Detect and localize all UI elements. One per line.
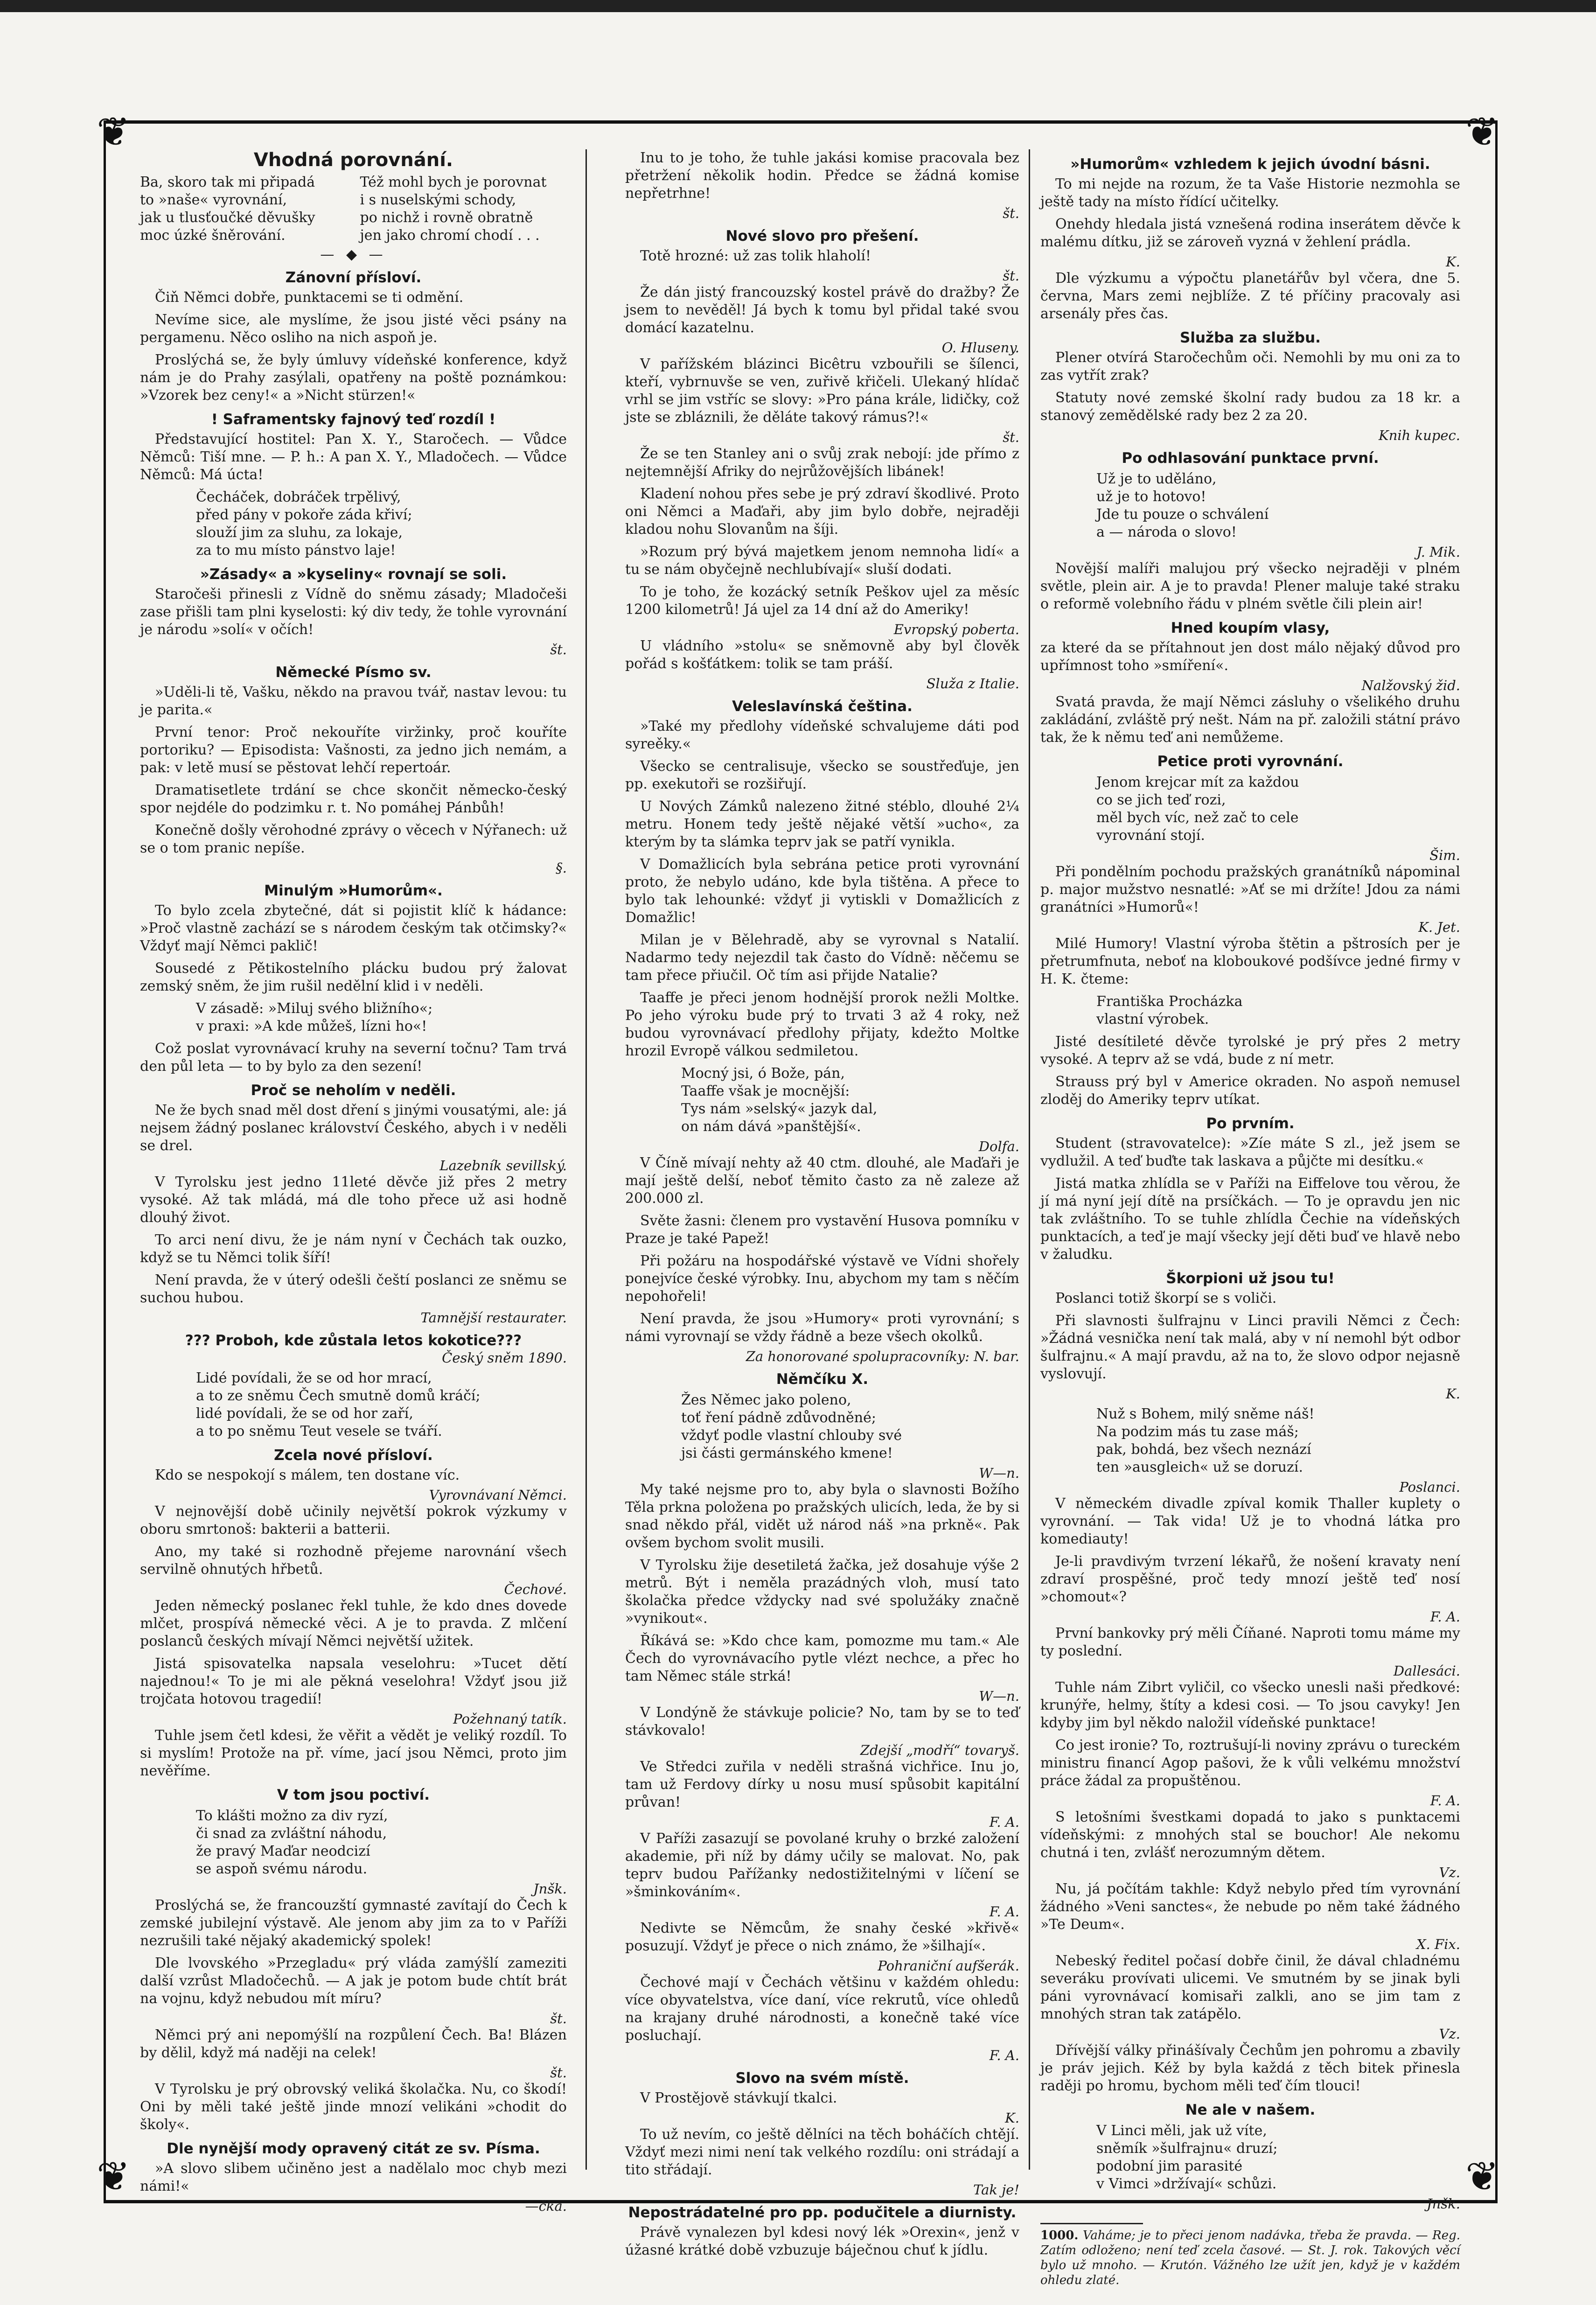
paragraph: Jeden německý poslanec řekl tuhle, že kdo dnes dovede mlčet, prospívá německé věci. A je to pravda. Z mlčení poslanců českých mívají Němci největší užitek.	[140, 1598, 567, 1649]
paragraph: »A slovo slibem učiněno jest a nadělalo moc chyb mezi námi!«	[140, 2160, 567, 2194]
verse-line: vlastní výrobek.	[1096, 1011, 1209, 1027]
verse-line: Už je to uděláno,	[1096, 471, 1217, 487]
signature: Služa z Italie.	[926, 676, 1019, 692]
verse-line: to »naše« vyrovnání,	[140, 192, 287, 208]
heading: Po prvním.	[1206, 1115, 1295, 1132]
heading: Služba za službu.	[1180, 329, 1321, 346]
paragraph: Jistá spisovatelka napsala veselohru: »Tucet dětí najednou!« To je mi ale pěkná veselohra! Vždyť jsou již trojčata hotovou tragedií!	[140, 1655, 567, 1707]
paragraph: »Rozum prý bývá majetkem jenom nemnoha lidí« a tu se nám obyčejně nechlubívají« sluší dodati.	[625, 544, 1019, 578]
verse-line: Jde tu pouze o schválení	[1096, 506, 1269, 523]
signature: Nalžovský žid.	[1361, 678, 1460, 693]
signature: W—n.	[979, 1465, 1019, 1481]
verse	[196, 1000, 567, 1035]
signature: Vyrovnávaní Němci.	[429, 1487, 567, 1503]
column-middle	[625, 149, 1019, 2258]
verse-line: Též mohl bych je porovnat	[360, 174, 547, 190]
heading: Ne ale v našem.	[1185, 2102, 1316, 2118]
footnote-number: 1000.	[1040, 2228, 1079, 2242]
verse	[1096, 1405, 1460, 1476]
paragraph: Nu, já počítám takhle: Když nebylo před tím vyrovnání žádného »Veni sanctes«, že nebude po něm také žádného »Te Deum«.	[1040, 1881, 1460, 1933]
heading: Německé Písmo sv.	[275, 664, 432, 681]
verse-line: Taaffe však je mocnější:	[681, 1083, 850, 1099]
paragraph: Dle lvovského »Przegladu« prý vláda zamýšlí zameziti další vzrůst Mladočechů. — A jak je potom bude chtít brát na vojnu, když nebudou mít míru?	[140, 1955, 567, 2007]
verse-line: vždyť podle vlastní chlouby své	[681, 1427, 902, 1444]
corner-ornament-icon: ❦	[1465, 2153, 1499, 2200]
signature: Tamnější restaurater.	[420, 1310, 567, 1326]
signature: Tak je!	[973, 2182, 1019, 2198]
paragraph: Co jest ironie? To, roztrušují-li noviny zprávu o tureckém ministru financí Agop pašovi, že k vůli velkému množství práce žádal za propuštěnou.	[1040, 1737, 1460, 1789]
signature: št.	[550, 642, 567, 657]
signature: X. Fix.	[1416, 1936, 1460, 1952]
verse-line: moc úzké šněrování.	[140, 227, 286, 244]
signature: F. A.	[989, 2047, 1019, 2063]
paragraph: Inu to je toho, že tuhle jakási komise pracovala bez přetržení několik hodin. Předce se žádná komise nepřetrhne!	[625, 150, 1019, 202]
signature: Za honorované spolupracovníky: N. bar.	[746, 1348, 1019, 1364]
signature: O. Hluseny.	[941, 340, 1019, 356]
heading: Němčíku X.	[776, 1371, 869, 1388]
verse	[1096, 993, 1460, 1028]
signature: F. A.	[1430, 1609, 1460, 1625]
verse-line: před pány v pokoře záda křiví;	[196, 507, 412, 523]
paragraph: Proslýchá se, že francouzští gymnasté zavítají do Čech k zemské jubilejní výstavě. Ale jenom aby jim za to v Paříži nezrušili také nějaký akademický spolek!	[140, 1897, 567, 1949]
verse-line: co se jich teď rozi,	[1096, 792, 1226, 808]
verse-line: Jenom krejcar mít za každou	[1096, 774, 1299, 790]
heading: Vhodná porovnání.	[253, 149, 453, 171]
paragraph: Dřívější války přinášívaly Čechům jen pohromu a zbavily je práv jejich. Kéž by byla každá z těch bitek přinesla raději po hromu, bychom měli teď čím tlouci!	[1040, 2042, 1460, 2094]
scan-edge	[0, 0, 1596, 12]
heading: Hned koupím vlasy,	[1171, 620, 1330, 636]
signature: Vz.	[1439, 2026, 1460, 2042]
paragraph: Nedivte se Němcům, že snahy české »křivě« posuzují. Vždyť je přece o nich známo, že »šilhají«.	[625, 1920, 1019, 1954]
paragraph: U Nových Zámků nalezeno žitné stéblo, dlouhé 2¼ metru. Honem tedy ještě nějaké větší »ucho«, za kterým by ta slámka teprv jak se patří vynikla.	[625, 798, 1019, 850]
heading: Zánovní přísloví.	[285, 269, 422, 286]
heading: Proč se neholím v neděli.	[251, 1082, 456, 1099]
verse-line: ten »ausgleich« už se doruzí.	[1096, 1459, 1303, 1475]
verse-line: Tys nám »selský« jazyk dal,	[681, 1101, 878, 1117]
verse	[681, 1065, 1019, 1136]
footnote	[1040, 2228, 1460, 2288]
signature: K.	[1446, 254, 1460, 270]
paragraph: Student (stravovatelce): »Zíe máte S zl., jež jsem se vydlužil. A teď buďte tak laskava a půjčte mi desítku.«	[1040, 1135, 1460, 1169]
column-rule	[585, 149, 587, 2170]
paragraph: To je toho, že kozácký setník Peškov ujel za měsíc 1200 kilometrů! Já ujel za 14 dní až do Ameriky!	[625, 584, 1019, 618]
paragraph: »Také my předlohy vídeňské schvalujeme dáti pod syreěky.«	[625, 718, 1019, 752]
verse-line: Nuž s Bohem, milý sněme náš!	[1096, 1406, 1315, 1422]
verse-line: toť ření pádně zdůvodněné;	[681, 1410, 876, 1426]
paragraph: Proslýchá se, že byly úmluvy vídeňské konference, když nám je do Prahy zasýlali, opatřeny na poště poznámkou: »Vzorek bez ceny!« a »Nicht stürzen!«	[140, 352, 567, 404]
signature: Knih kupec.	[1379, 427, 1460, 443]
verse-line: V Linci měli, jak už víte,	[1096, 2123, 1267, 2139]
signature: K.	[1446, 1386, 1460, 1402]
heading: Minulým »Humorům«.	[264, 882, 443, 899]
paragraph: Tuhle jsem četl kdesi, že věřit a vědět je veliký rozdíl. To si myslím! Protože na př. víme, jací jsou Němci, proto jim nevěříme.	[140, 1727, 567, 1779]
corner-ornament-icon: ❦	[96, 2153, 131, 2200]
paragraph: Staročeši přinesli z Vídně do sněmu zásady; Mladočeši zase přišli tam plni kyselosti: ký div tedy, že tohle vyrovnání je národu »solí« v očích!	[140, 586, 567, 638]
verse-line: slouží jim za sluhu, za lokaje,	[196, 524, 403, 541]
verse-line: v Vimci »držívají« schůzi.	[1096, 2176, 1277, 2192]
verse-line: po nichž i rovně obratně	[360, 210, 533, 226]
signature: Jnšk.	[1427, 2196, 1460, 2212]
signature: Dallesáci.	[1393, 1663, 1460, 1679]
verse-line: on nám dává »panštější«.	[681, 1118, 861, 1135]
signature: št.	[550, 2065, 567, 2081]
signature: Vz.	[1439, 1865, 1460, 1880]
signature: Evropský poberta.	[893, 622, 1019, 637]
poem-right	[360, 174, 567, 244]
poem-left	[140, 174, 347, 244]
paragraph: V pařížském blázinci Bicêtru vzbouřili se šílenci, kteří, vybrnuvše se ven, zuřivě křičeli. Ulekaný hlídač vrhl se jim vstříc se slovy: »Pro pána krále, lidičky, což jste se zbláznili, že děláte takový rámus?!«	[625, 356, 1019, 426]
paragraph: Milan je v Bělehradě, aby se vyrovnal s Natalií. Nadarmo tedy nejezdil tak často do Vídně: něčemu se tam přece přiučil. Oč tím asi přijde Natalie?	[625, 932, 1019, 984]
heading: Nové slovo pro přešení.	[725, 228, 919, 244]
verse-line: jsi části germánského kmene!	[681, 1445, 893, 1461]
paragraph: V Tyrolsku jest jedno 11leté děvče již přes 2 metry vysoké. Až tak mládá, má dle toho přece už asi hodně dlouhý život.	[140, 1174, 567, 1226]
paragraph: Totě hrozné: už zas tolik hlaholí!	[640, 248, 871, 264]
heading: ??? Proboh, kde zůstala letos kokotice???	[185, 1332, 522, 1349]
corner-ornament-icon: ❦	[1465, 109, 1499, 155]
paragraph: Není pravda, že jsou »Humory« proti vyrovnání; s námi vyrovnají se vždy řádně a beze všech okolků.	[625, 1311, 1019, 1345]
verse-line: za to mu místo pánstvo laje!	[196, 542, 396, 559]
verse	[196, 489, 567, 559]
footnote-rule	[1040, 2223, 1143, 2224]
signature: Pohraniční aufšerák.	[878, 1958, 1019, 1974]
verse-line: Žes Němec jako poleno,	[681, 1392, 851, 1408]
verse-line: měl bych víc, než zač to cele	[1096, 810, 1299, 826]
signature: Lazebník sevillský.	[439, 1158, 567, 1173]
heading: ! Saframentsky fajnový teď rozdíl !	[211, 411, 496, 428]
paragraph: V Paříži zasazují se povolané kruhy o brzké založení akademie, při níž by dámy učily se malovat. No, pak teprv budou Pařížanky nedostižitelnými v líčení se »šminkováním«.	[625, 1830, 1019, 1900]
paragraph: Novější malíři malujou prý všecko nejraději v plném světle, plein air. A je to pravda! Plener maluje také straku o reformě volebního řádu v plném světle čili plein air!	[1040, 560, 1460, 612]
verse-line: či snad za zvláštní náhodu,	[196, 1825, 387, 1842]
paragraph: S letošními švestkami dopadá to jako s punktacemi vídeňskými: z mnohých stal se bouchor! Ale nekomu chutná i ten, zvlášť nerozumným dětem.	[1040, 1809, 1460, 1861]
paragraph: V Tyrolsku žije desetiletá žačka, jež dosahuje výše 2 metrů. Být i neměla prazádných vloh, musí tato školačka předce vždycky nad své spolužáky značně »vynikout«.	[625, 1557, 1019, 1627]
paragraph: Milé Humory! Vlastní výroba štětin a pštrosích per je přetrumfnuta, neboť na kloboukové podšívce jedné firmy v H. K. čteme:	[1040, 936, 1460, 987]
verse	[196, 1807, 567, 1878]
paragraph: Představující hostitel: Pan X. Y., Staročech. — Vůdce Němců: Tiší mne. — P. h.: A pan X. Y., Mladočech. — Vůdce Němců: Má úcta!	[140, 431, 567, 483]
verse-line: se aspoň svému národu.	[196, 1861, 368, 1877]
signature: F. A.	[989, 1904, 1019, 1920]
verse-line: vyrovnání stojí.	[1096, 827, 1205, 844]
paragraph: »Uděli-li tě, Vašku, někdo na pravou tvář, nastav levou: tu je parita.«	[140, 684, 567, 718]
paragraph: Dramatisetlete trdání se chce skončit německo-český spor nejdéle do podzimku r. t. No pomáhej Pánbůh!	[140, 782, 567, 816]
paragraph: To bylo zcela zbytečné, dát si pojistit klíč k hádance: »Proč vlastně zachází se s národem českým tak otčimsky?« Vždyť mají Němci paklič!	[140, 902, 567, 954]
paragraph: V Domažlicích byla sebrána petice proti vyrovnání proto, že nebylo udáno, kde byla tištěna. A přece to bylo tak lehounké: vždyť ji vytiskli v Domažlicích z Domažlic!	[625, 856, 1019, 926]
verse-line: že pravý Maďar neodcizí	[196, 1843, 370, 1859]
verse-line: Ba, skoro tak mi připadá	[140, 174, 315, 190]
signature: K.	[1005, 2110, 1019, 2126]
signature: Poslanci.	[1399, 1479, 1460, 1495]
verse-line: už je to hotovo!	[1096, 489, 1206, 505]
paragraph: Nebeský ředitel počasí dobře činil, že dával chladnému severáku provívati ulicemi. Ve smutném by se jinak byli páni vyrovnávací komisaři zalkli, ano se jim tam z mnohých stran tak zatápělo.	[1040, 1953, 1460, 2022]
paragraph: Kdo se nespokojí s málem, ten dostane víc.	[155, 1467, 460, 1483]
paragraph: Při slavnosti šulfrajnu v Linci pravili Němci z Čech: »Žádná vesnička není tak malá, aby v ní nemohl být odbor šulfrajnu.« A mají pravdu, až na to, že slovo odpor nejasně vyslovují.	[1040, 1313, 1460, 1382]
column-rule	[1029, 149, 1030, 2170]
paragraph: To už nevím, co ještě dělníci na těch boháčích chtějí. Vždyť mezi nimi není tak velkého rozdílu: oni strádají a tito střádají.	[625, 2126, 1019, 2178]
paragraph: Při pondělním pochodu pražských granátníků nápominal p. major mužstvo nesnatlé: »Ať se mi držíte! Jdou za námi granátníci »Humorů«!	[1040, 864, 1460, 915]
verse-line: v praxi: »A kde můžeš, lízni ho«!	[196, 1018, 427, 1034]
column-right	[1040, 149, 1461, 2287]
signature: Čechové.	[504, 1581, 567, 1597]
paragraph: Onehdy hledala jistá vznešená rodina inserátem děvče k malému dítku, již se zároveň vyzná v žehlení prádla.	[1040, 216, 1460, 250]
paragraph: V Číně mívají nehty až 40 ctm. dlouhé, ale Maďaři je mají ještě delší, neboť těmito často za ně zaleze až 200.000 zl.	[625, 1155, 1019, 1207]
verse	[681, 1391, 1019, 1462]
paragraph: Sousedé z Pětikostelního plácku budou prý žalovat zemský sněm, že jim rušil nedělní klid i v neděli.	[140, 960, 567, 994]
paragraph: Poslanci totiž škorpí se s voliči.	[1055, 1290, 1277, 1306]
verse-line: sněmík »šulfrajnu« druzí;	[1096, 2140, 1278, 2157]
paragraph: za které da se přítahnout jen dost málo nějaký důvod pro upřímnost toho »smíření«.	[1040, 640, 1460, 674]
signature: št.	[1003, 268, 1019, 284]
paragraph: Svatá pravda, že mají Němci zásluhy o všelikého druhu zakládání, zvláště prý nešt. Nám na př. založili státní právo tak, že k němu teď ani nemůžeme.	[1040, 694, 1460, 746]
signature: J. Mik.	[1416, 544, 1460, 560]
paragraph: Všecko se centralisuje, všecko se soustřeďuje, jen pp. exekutoři se rozšiřují.	[625, 758, 1019, 792]
verse-line: Lidé povídali, že se od hor mrací,	[196, 1370, 432, 1386]
paragraph: Jisté desítileté děvče tyrolské je prý přes 2 metry vysoké. A teprv až se vdá, bude z ní metr.	[1040, 1034, 1460, 1068]
paragraph: V Londýně že stávkuje policie? No, tam by se to teď stávkovalo!	[625, 1704, 1019, 1739]
paragraph: Čiň Němci dobře, punktacemi se ti odmění.	[155, 289, 464, 306]
paragraph: Čechové mají v Čechách většinu v každém ohledu: více obyvatelstva, více daní, více rekrutů, více ohledů na krajany druhé národnosti, a konečně také více posluchají.	[625, 1974, 1019, 2044]
paragraph: Konečně došly věrohodné zprávy o věcech v Nýřanech: už se o tom pranic nepíše.	[140, 822, 567, 856]
paragraph: To mi nejde na rozum, že ta Vaše Historie nezmohla se ještě tady na místo řídící učitelky.	[1040, 176, 1460, 210]
verse-line: jak u tlusťoučké děvušky	[140, 210, 315, 226]
paragraph: Což poslat vyrovnávací kruhy na severní točnu? Tam trvá den půl leta — to by bylo za den sezení!	[140, 1041, 567, 1075]
verse-line: a — národa o slovo!	[1096, 524, 1237, 540]
heading: »Zásady« a »kyseliny« rovnají se soli.	[200, 566, 507, 583]
paragraph: Není pravda, že v úterý odešli čeští poslanci ze sněmu se suchou hubou.	[140, 1272, 567, 1306]
signature: št.	[550, 2011, 567, 2026]
heading: Škorpioni už jsou tu!	[1166, 1270, 1335, 1287]
paragraph: Je-li pravdivým tvrzení lékařů, že nošení kravaty není zdraví prospěšné, proč tedy mnozí ještě teď nosí »chomout«?	[1040, 1553, 1460, 1605]
footnote-text: Vaháme; je to přeci jenom nadávka, třeba že pravda. — Reg. Zatím odloženo; není teď zcela časové. — St. J. rok. Takových věcí bylo už mnoho. — Krutón. Vážného lze užít jen, když je v každém ohledu zlaté.	[1040, 2228, 1461, 2287]
heading: V tom jsou poctiví.	[277, 1787, 430, 1803]
verse-line: jen jako chromí chodí . . .	[360, 227, 540, 244]
signature: Požehnaný tatík.	[453, 1711, 567, 1727]
signature: W—n.	[979, 1688, 1019, 1704]
verse-line: Františka Procházka	[1096, 993, 1243, 1010]
heading: Zcela nové přísloví.	[274, 1447, 433, 1464]
paragraph: Říkává se: »Kdo chce kam, pomozme mu tam.« Ale Čech do vyrovnávacího pytle vlézt nechce, a přec ho tam Němec stále strká!	[625, 1633, 1019, 1684]
signature: Šim.	[1429, 847, 1460, 863]
paragraph: U vládního »stolu« se sněmovně aby byl člověk pořád s košťátkem: tolik se tam práší.	[625, 638, 1019, 672]
heading: Veleslavínská čeština.	[732, 698, 913, 715]
signature: št.	[1003, 429, 1019, 445]
separator-ornament: — ◆ —	[320, 246, 387, 263]
paragraph: Dle výzkumu a výpočtu planetářův byl včera, dne 5. června, Mars zemi nejblíže. Z té příčiny pracovaly asi arsenály přes čas.	[1040, 270, 1460, 322]
paragraph: Že se ten Stanley ani o svůj zrak nebojí: jde přímo z nejtemnější Afriky do nejrůžovějších libánek!	[625, 446, 1019, 480]
paragraph: Statuty nové zemské školní rady budou za 18 kr. a stanový zemědělské rady bez 2 za 20.	[1040, 390, 1460, 424]
poem-twocol	[140, 174, 567, 244]
signature: F. A.	[1430, 1793, 1460, 1809]
heading: Dle nynější mody opravený citát ze sv. Písma.	[167, 2140, 540, 2157]
heading: Slovo na svém místě.	[735, 2070, 909, 2087]
verse	[1096, 774, 1460, 845]
column-left	[140, 149, 567, 2214]
signature: Český sněm 1890.	[442, 1350, 567, 1366]
heading: »Humorům« vzhledem k jejich úvodní básni.	[1070, 156, 1430, 173]
paragraph: Plener otvírá Staročechům oči. Nemohli by mu oni za to zas vytřít zrak?	[1040, 349, 1460, 384]
paragraph: Tuhle nám Zibrt vyličil, co všecko unesli naši předkové: krunýře, helmy, štíty a kdesi cosi. — To jsou cavyky! Jen kdyby jim byl někdo naložil vídeňské punktace!	[1040, 1679, 1460, 1731]
verse	[196, 1369, 567, 1440]
signature: Jnšk.	[533, 1881, 567, 1897]
paragraph: Ano, my také si rozhodně přejeme narovnání všech servilně ohnutých hřbetů.	[140, 1544, 567, 1578]
heading: Po odhlasování punktace první.	[1122, 450, 1379, 467]
verse-line: Čecháček, dobráček trpělivý,	[196, 489, 401, 505]
verse-line: i s nuselskými schody,	[360, 192, 516, 208]
verse	[1096, 470, 1460, 541]
verse-line: a to po sněmu Teut vesele se tváří.	[196, 1423, 442, 1439]
paragraph: Jistá matka zhlídla se v Paříži na Eiffelove tou věrou, že jí má nyní její dítě na prsíčkách. — To je opravdu jen nic tak zvláštního. To se tuhle zhlídla Čechie na vídeňských punktacích, a teď je mají všecky její děti buď ve hlavě nebo v žaludku.	[1040, 1175, 1460, 1263]
paragraph: V nejnovější době učinily největší pokrok výzkumy v oboru smrtonoš: bakterii a batterii.	[140, 1503, 567, 1537]
paragraph: Že dán jistý francouzský kostel právě do dražby? Že jsem to nevěděl! Já bych k tomu byl přidal také svou domácí kazatelnu.	[625, 284, 1019, 336]
verse	[1096, 2122, 1460, 2193]
signature: K. Jet.	[1418, 919, 1460, 935]
paragraph: Ne že bych snad měl dost dření s jinými vousatými, ale: já nejsem žádný poslanec království Českého, abych i v neděli se drel.	[140, 1102, 567, 1154]
verse-line: pak, bohdá, bez všech neznází	[1096, 1441, 1311, 1458]
paragraph: První bankovky prý měli Číňané. Naproti tomu máme my ty poslední.	[1040, 1625, 1460, 1659]
paragraph: V Tyrolsku je prý obrovský veliká školačka. Nu, co škodí! Oni by měli také ještě jinde mnozí velikáni »chodit do školy«.	[140, 2081, 567, 2133]
paragraph: Při požáru na hospodářské výstavě ve Vídni shořely ponejvíce české výrobky. Inu, abychom my tam s něčím nepohořeli!	[625, 1253, 1019, 1305]
verse-line: a to ze sněmu Čech smutně domů kráčí;	[196, 1388, 481, 1404]
corner-ornament-icon: ❦	[96, 109, 131, 155]
paragraph: Právě vynalezen byl kdesi nový lék »Orexin«, jenž v úžasné krátké době vzbuzuje báječnou chuť k jídlu.	[625, 2224, 1019, 2258]
paragraph: Ve Středci zuřila v neděli strašná vichřice. Inu jo, tam už Ferdovy dírky u nosu musí spůsobit kapitální průvan!	[625, 1759, 1019, 1810]
paragraph: Světe žasni: členem pro vystavění Husova pomníku v Praze je také Papež!	[625, 1213, 1019, 1247]
signature: Zdejší „modří“ tovaryš.	[860, 1742, 1019, 1758]
paragraph: První tenor: Proč nekouříte viržinky, proč kouříte portoriku? — Episodista: Vašnosti, za jedno jich nemám, a pak: v letě musí se pěstovat lehčí repertoár.	[140, 724, 567, 776]
paragraph: Strauss prý byl v Americe okraden. No aspoň nemusel zloděj do Ameriky teprv utíkat.	[1040, 1074, 1460, 1108]
verse-line: lidé povídali, že se od hor zaří,	[196, 1405, 413, 1422]
paragraph: V Prostějově stávkují tkalci.	[640, 2090, 837, 2106]
paragraph: Kladení nohou přes sebe je prý zdraví škodlivé. Proto oni Němci a Maďaři, aby jim bylo dobře, nejraději kladou nohu Slovanům na šíji.	[625, 486, 1019, 538]
verse-line: V zásadě: »Miluj svého bližního«;	[196, 1000, 433, 1017]
signature: št.	[1003, 205, 1019, 221]
heading: Petice proti vyrovnání.	[1157, 753, 1344, 770]
verse-line: podobní jim parasité	[1096, 2158, 1243, 2174]
signature: Dolfa.	[978, 1139, 1019, 1154]
signature: §.	[556, 860, 567, 876]
verse-line: To klášti možno za div ryzí,	[196, 1808, 388, 1824]
verse-line: Na podzim más tu zase máš;	[1096, 1424, 1299, 1440]
paragraph: To arci není divu, že je nám nyní v Čechách tak ouzko, když se tu Němci tolik šíří!	[140, 1232, 567, 1266]
paragraph: Němci prý ani nepomýšlí na rozpůlení Čech. Ba! Blázen by dělil, když má naději na celek!	[140, 2027, 567, 2061]
signature: F. A.	[989, 1814, 1019, 1830]
heading: Nepostrádatelné pro pp. podučitele a diurnisty.	[628, 2204, 1017, 2221]
verse-line: Mocný jsi, ó Bože, pán,	[681, 1065, 845, 1082]
paragraph: My také nejsme pro to, aby byla o slavnosti Božího Těla prkna položena po pražských ulicích, leda, že by si snad někdo přál, vidět už národ náš »na prkně«. Pak ovšem bychom svolit musili.	[625, 1481, 1019, 1551]
signature: —čka.	[525, 2198, 567, 2214]
paragraph: Taaffe je přeci jenom hodnější prorok nežli Moltke. Po jeho výroku bude prý to trvati 3 až 4 roky, než budou vyrovnávací předlohy přijaty, kdežto Moltke hrozil Evropě válkou sedmiletou.	[625, 990, 1019, 1059]
paragraph: Nevíme sice, ale myslíme, že jsou jisté věci psány na pergamenu. Něco osliho na nich aspoň je.	[140, 312, 567, 346]
paragraph: V německém divadle zpíval komik Thaller kuplety o vyrovnání. — Tak vida! Už je to vhodná látka pro komediauty!	[1040, 1495, 1460, 1547]
